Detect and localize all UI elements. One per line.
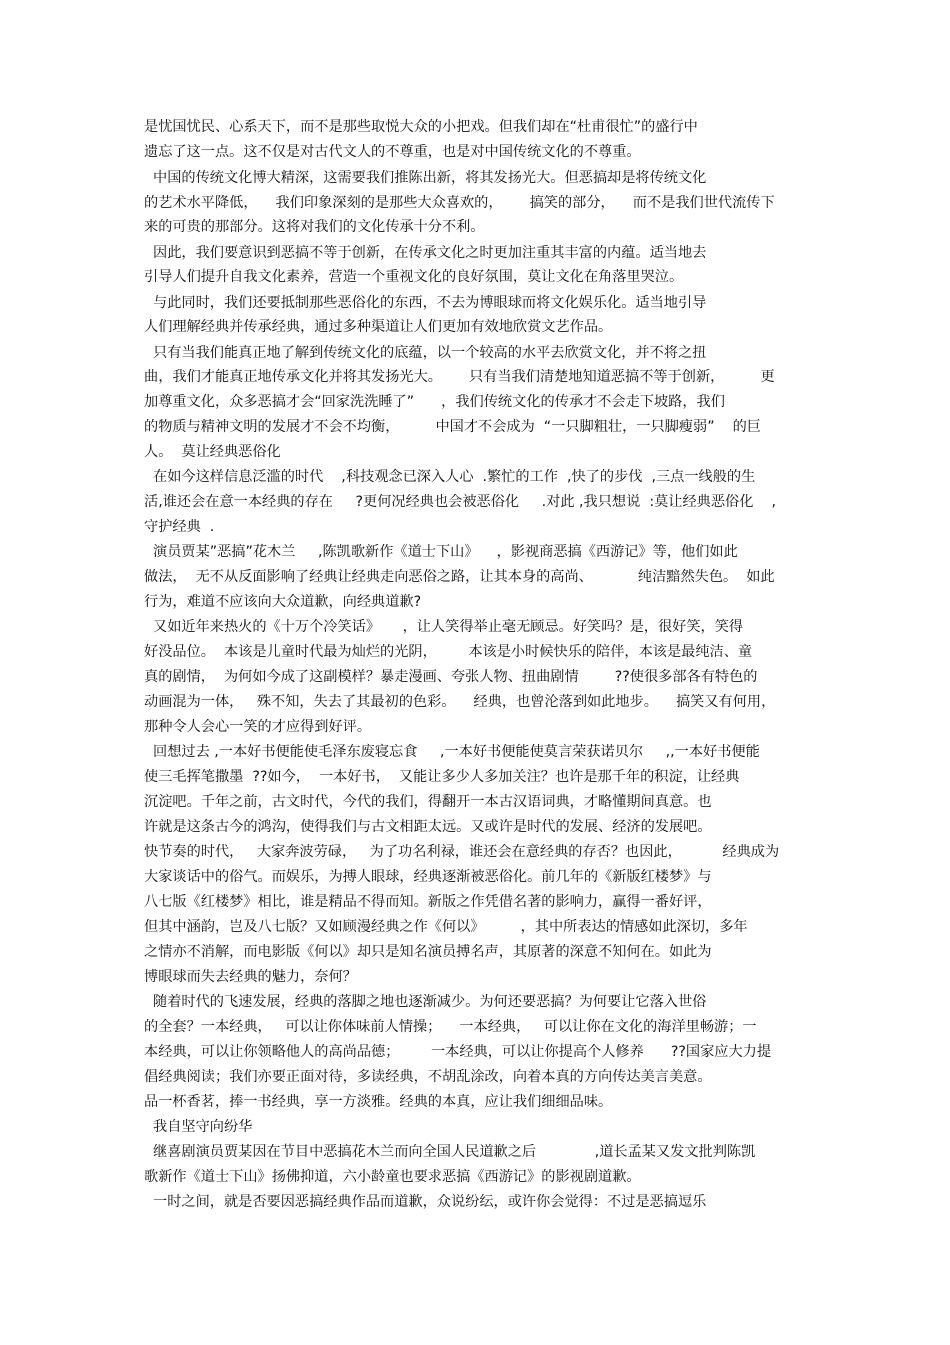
text-line: 我自坚守向纷华 (144, 1119, 253, 1135)
text-line: 之情亦不消解，而电影版《何以》却只是知名演员搏名声，其原著的深意不知何在。如此为 (144, 944, 712, 960)
text-line: 沉淀吧。千年之前，古文时代，今代的我们，得翻开一本古汉语词典，才略懂期间真意。也 (144, 794, 712, 810)
text-line: 但其中涵韵，岂及八七版？又如顾漫经典之作《何以》 ，其中所表达的情感如此深切，多年 (144, 919, 748, 935)
text-line: 引导人们提升自我文化素养，营造一个重视文化的良好氛围，莫让文化在角落里哭泣。 (144, 269, 684, 285)
text-line: 演员贾某”恶搞”花木兰 ,陈凯歌新作《道士下山》 ，影视商恶搞《西游记》等，他们如此 (144, 544, 738, 560)
text-line: 遗忘了这一点。这不仅是对古代文人的不尊重，也是对中国传统文化的不尊重。 (144, 144, 641, 160)
text-line: 真的剧情， 为何如今成了这副模样？暴走漫画、夸张人物、扭曲剧情 ??使很多部各有特色的 (144, 669, 758, 685)
text-line: 一时之间，就是否要因恶搞经典作品而道歉，众说纷纭，或许你会觉得：不过是恶搞逗乐 (144, 1194, 707, 1210)
text-line: 中国的传统文化博大精深，这需要我们推陈出新，将其发扬光大。但恶搞却是将传统文化 (144, 170, 707, 186)
text-line: 回想过去 ,一本好书便能使毛泽东废寝忘食 ,一本好书便能使莫言荣获诺贝尔 ,,一本好书便能 (144, 744, 760, 760)
text-line: 博眼球而失去经典的魅力，奈何？ (144, 969, 357, 985)
text-line: 倡经典阅读；我们亦要正面对待，多读经典，不胡乱涂改，向着本真的方向传达美言美意。 (144, 1069, 712, 1085)
text-line: 随着时代的飞速发展，经典的落脚之地也逐渐减少。为何还要恶搞？为何要让它落入世俗 (144, 994, 707, 1010)
text-line: 的全套？一本经典， 可以让你体味前人情操； 一本经典， 可以让你在文化的海洋里畅游；一 (144, 1019, 757, 1035)
text-line: 许就是这条古今的鸿沟，使得我们与古文相距太远。又或许是时代的发展、经济的发展吧。 (144, 819, 712, 835)
text-line: 大家谈话中的俗气。而娱乐，为搏人眼球，经典逐渐被恶俗化。前几年的《新版红楼梦》与 (144, 869, 712, 885)
text-line: 的艺术水平降低， 我们印象深刻的是那些大众喜欢的， 搞笑的部分， 而不是我们世代流传下 (144, 195, 775, 211)
text-line: 行为，难道不应该向大众道歉，向经典道歉? (144, 594, 422, 610)
text-line: 的物质与精神文明的发展才不会不均衡， 中国才不会成为 “一只脚粗壮，一只脚瘦弱” 的巨 (144, 419, 761, 435)
text-line: 因此，我们要意识到恶搞不等于创新，在传承文化之时更加注重其丰富的内蕴。适当地去 (144, 245, 707, 261)
text-line: 歌新作《道士下山》扬佛抑道，六小龄童也要求恶搞《西游记》的影视剧道歉。 (144, 1169, 641, 1185)
text-line: 做法， 无不从反面影响了经典让经典走向恶俗之路，让其本身的高尚、 纯洁黯然失色。 如此 (144, 569, 775, 585)
text-line: 来的可贵的那部分。这将对我们的文化传承十分不利。 (144, 219, 485, 235)
text-line: 守护经典 . (144, 519, 215, 535)
text-line: 品一杯香茗，捧一书经典，享一方淡雅。经典的本真，应让我们细细品味。 (144, 1094, 613, 1110)
text-line: 又如近年来热火的《十万个冷笑话》 ，让人笑得举止毫无顾忌。好笑吗？是，很好笑，笑得 (144, 619, 744, 635)
text-line: 是忧国忧民、心系天下，而不是那些取悦大众的小把戏。但我们却在“杜甫很忙”的盛行中 (144, 119, 698, 135)
text-line: 人。 莫让经典恶俗化 (144, 444, 281, 460)
text-line: 本经典，可以让你领略他人的高尚品德； 一本经典，可以让你提高个人修养 ??国家应大力提 (144, 1044, 772, 1060)
text-line: 动画混为一体， 殊不知，失去了其最初的色彩。 经典，也曾沦落到如此地步。 搞笑又有何用， (144, 694, 776, 710)
text-line: 与此同时，我们还要抵制那些恶俗化的东西，不去为博眼球而将文化娱乐化。适当地引导 (144, 295, 707, 311)
text-line: 曲，我们才能真正地传承文化并将其发扬光大。 只有当我们清楚地知道恶搞不等于创新， 更 (144, 369, 775, 385)
text-line: 活,谁还会在意一本经典的存在 ?更何况经典也会被恶俗化 .对此 ,我只想说 :莫让经典恶俗化 , (144, 494, 776, 510)
text-line: 快节奏的时代， 大家奔波劳碌， 为了功名利禄，谁还会在意经典的存否？也因此， 经典成为 (144, 844, 780, 860)
text-line: 只有当我们能真正地了解到传统文化的底蕴，以一个较高的水平去欣赏文化，并不将之扭 (144, 345, 707, 361)
text-line: 在如今这样信息泛滥的时代 ,科技观念已深入人心 .繁忙的工作 ,快了的步伐 ,三点一线般的生 (144, 469, 756, 485)
text-line: 人们理解经典并传承经典，通过多种渠道让人们更加有效地欣赏文艺作品。 (144, 319, 613, 335)
text-line: 加尊重文化，众多恶搞才会“回家洗洗睡了” ，我们传统文化的传承才不会走下坡路，我们 (144, 394, 725, 410)
text-line: 那种令人会心一笑的才应得到好评。 (144, 719, 372, 735)
text-line: 使三毛挥笔撒墨 ??如今， 一本好书， 又能让多少人多加关注？也许是那千年的积淀，让经典 (144, 769, 740, 785)
text-line: 继喜剧演员贾某因在节目中恶搞花木兰而向全国人民道歉之后 ,道长孟某又发文批判陈凯 (144, 1144, 756, 1160)
text-line: 好没品位。 本该是儿童时代最为灿烂的光阴， 本该是小时候快乐的陪伴，本该是最纯洁、童 (144, 644, 753, 660)
text-line: 八七版《红楼梦》相比，谁是精品不得而知。新版之作凭借名著的影响力，赢得一番好评， (144, 894, 712, 910)
